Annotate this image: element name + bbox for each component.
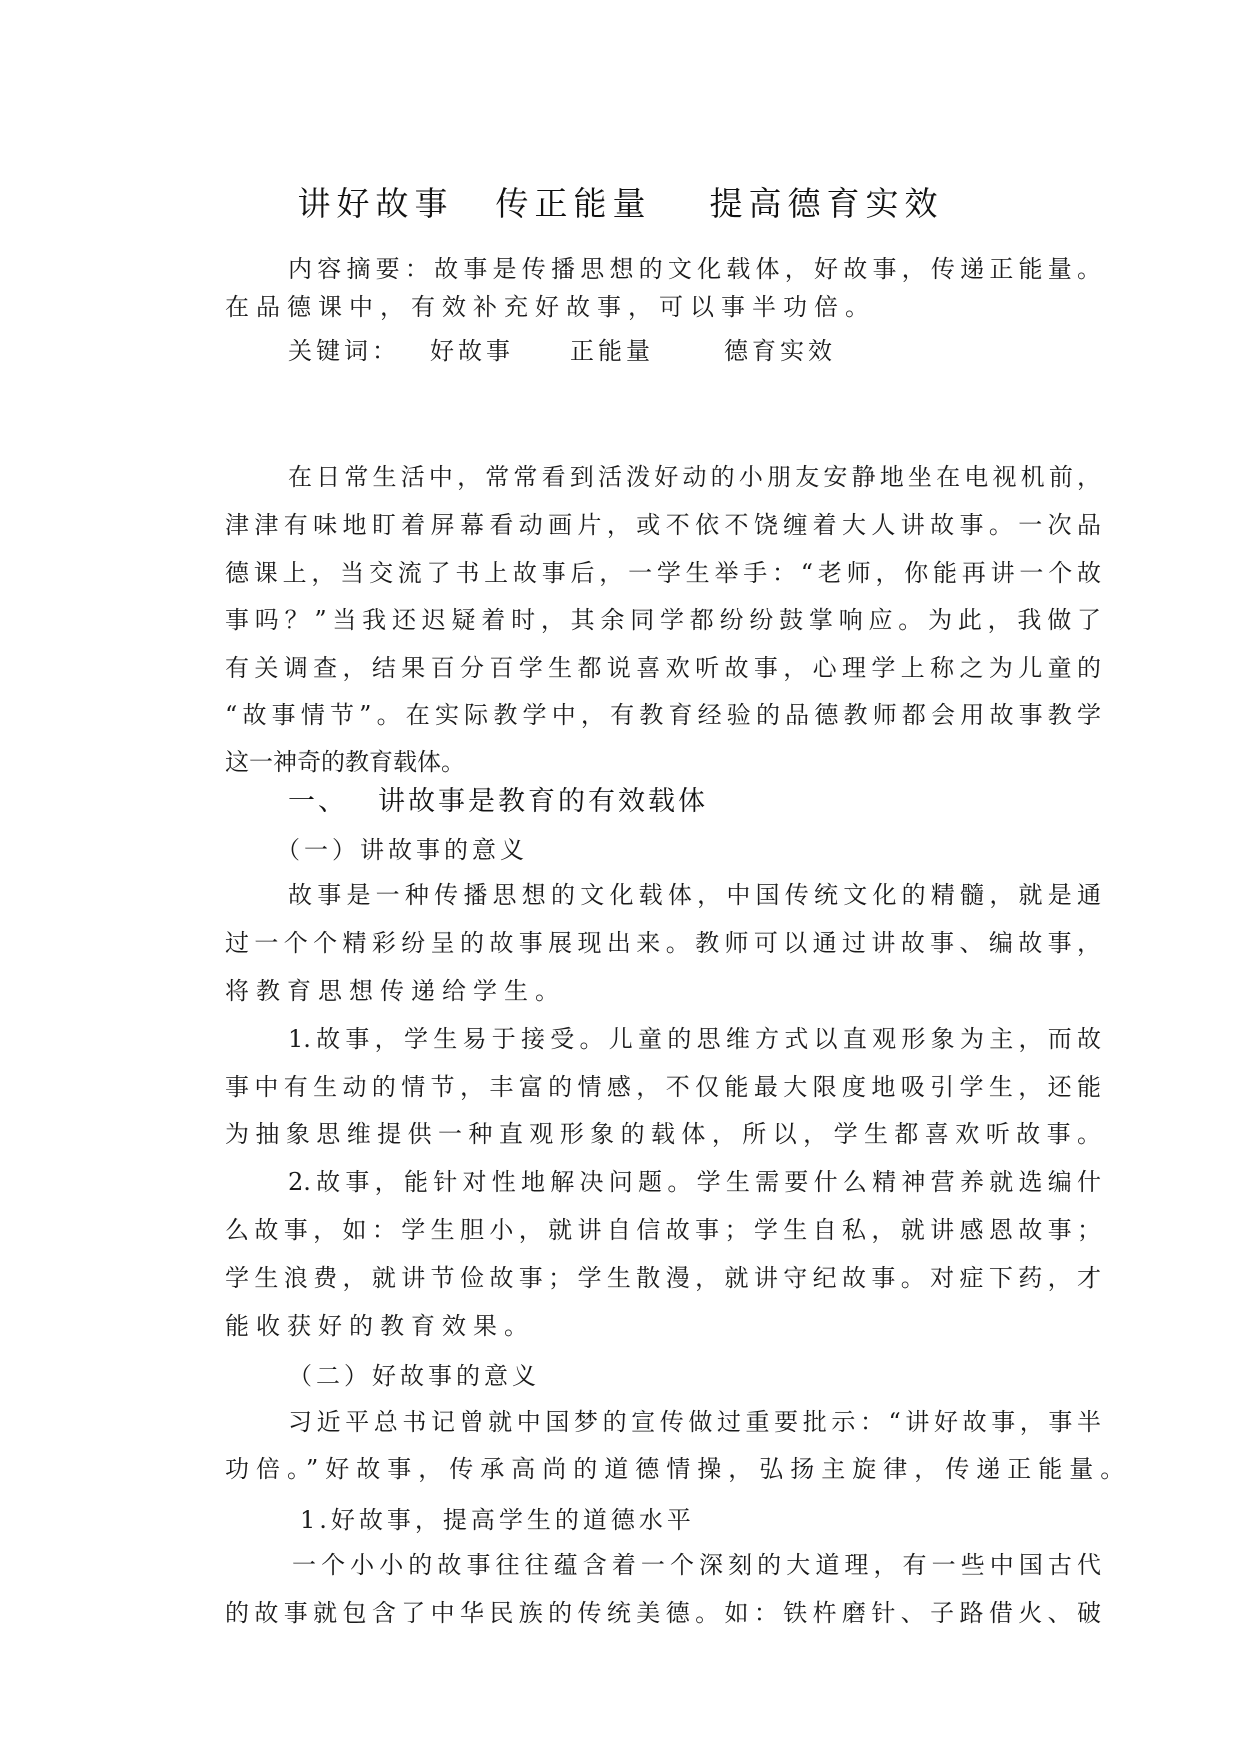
keywords-label: 关键词： — [288, 337, 400, 365]
paragraph-line: 德课上，当交流了书上故事后，一学生举手：“老师，你能再讲一个故 — [225, 559, 1101, 587]
paragraph-line: 1.故事，学生易于接受。儿童的思维方式以直观形象为主，而故 — [288, 1025, 1101, 1053]
title-part-2: 传正能量 — [495, 184, 652, 223]
paragraph-line: 功倍。”好故事，传承高尚的道德情操，弘扬主旋律，传递正能量。 — [225, 1455, 1132, 1483]
paragraph-line: 有关调查，结果百分百学生都说喜欢听故事，心理学上称之为儿童的 — [225, 654, 1101, 682]
title-part-1: 讲好故事 — [297, 184, 454, 223]
keyword-item: 正能量 — [570, 337, 654, 365]
paragraph-line: 事吗？”当我还迟疑着时，其余同学都纷纷鼓掌响应。为此，我做了 — [225, 606, 1101, 634]
section-number: 一、 — [288, 786, 348, 817]
paragraph-line: 过一个个精彩纷呈的故事展现出来。教师可以通过讲故事、编故事， — [225, 929, 1101, 957]
section-title: 讲故事是教育的有效载体 — [378, 786, 708, 817]
subsection-heading: （一）讲故事的意义 — [276, 836, 528, 864]
title-part-3: 提高德育实效 — [709, 184, 944, 223]
paragraph-line: 事中有生动的情节，丰富的情感，不仅能最大限度地吸引学生，还能 — [225, 1073, 1101, 1101]
section-heading — [288, 779, 708, 818]
paragraph-line: 故事是一种传播思想的文化载体，中国传统文化的精髓，就是通 — [288, 881, 1101, 909]
paragraph-line: 习近平总书记曾就中国梦的宣传做过重要批示：“讲好故事，事半 — [288, 1408, 1101, 1436]
paragraph-line: 的故事就包含了中华民族的传统美德。如：铁杵磨针、子路借火、破 — [225, 1599, 1101, 1627]
keyword-item: 德育实效 — [724, 337, 836, 365]
paragraph-line: 将教育思想传递给学生。 — [225, 977, 566, 1005]
paragraph-line: 么故事，如：学生胆小，就讲自信故事；学生自私，就讲感恩故事； — [225, 1216, 1101, 1244]
keyword-item: 好故事 — [430, 337, 514, 365]
paragraph-line: 2.故事，能针对性地解决问题。学生需要什么精神营养就选编什 — [288, 1168, 1101, 1196]
page-title — [0, 178, 1241, 225]
paragraph-line: 这一神奇的教育载体。 — [225, 748, 465, 776]
paragraph-line: “故事情节”。在实际教学中，有教育经验的品德教师都会用故事教学 — [225, 701, 1101, 729]
paragraph-line: 一个小小的故事往往蕴含着一个深刻的大道理，有一些中国古代 — [292, 1551, 1101, 1579]
subsection-heading: （二）好故事的意义 — [288, 1362, 540, 1390]
abstract-line: 在品德课中，有效补充好故事，可以事半功倍。 — [225, 293, 876, 321]
paragraph-line: 学生浪费，就讲节俭故事；学生散漫，就讲守纪故事。对症下药，才 — [225, 1264, 1101, 1292]
paragraph-line: 在日常生活中，常常看到活泼好动的小朋友安静地坐在电视机前， — [288, 463, 1101, 491]
abstract-line: 内容摘要：故事是传播思想的文化载体，好故事，传递正能量。 — [288, 255, 1101, 283]
keywords — [288, 331, 836, 366]
paragraph-line: 能收获好的教育效果。 — [225, 1312, 535, 1340]
point-title: 1.好故事，提高学生的道德水平 — [300, 1506, 695, 1534]
paragraph-line: 为抽象思维提供一种直观形象的载体，所以，学生都喜欢听故事。 — [225, 1120, 1101, 1148]
paragraph-line: 津津有味地盯着屏幕看动画片，或不依不饶缠着大人讲故事。一次品 — [225, 511, 1101, 539]
